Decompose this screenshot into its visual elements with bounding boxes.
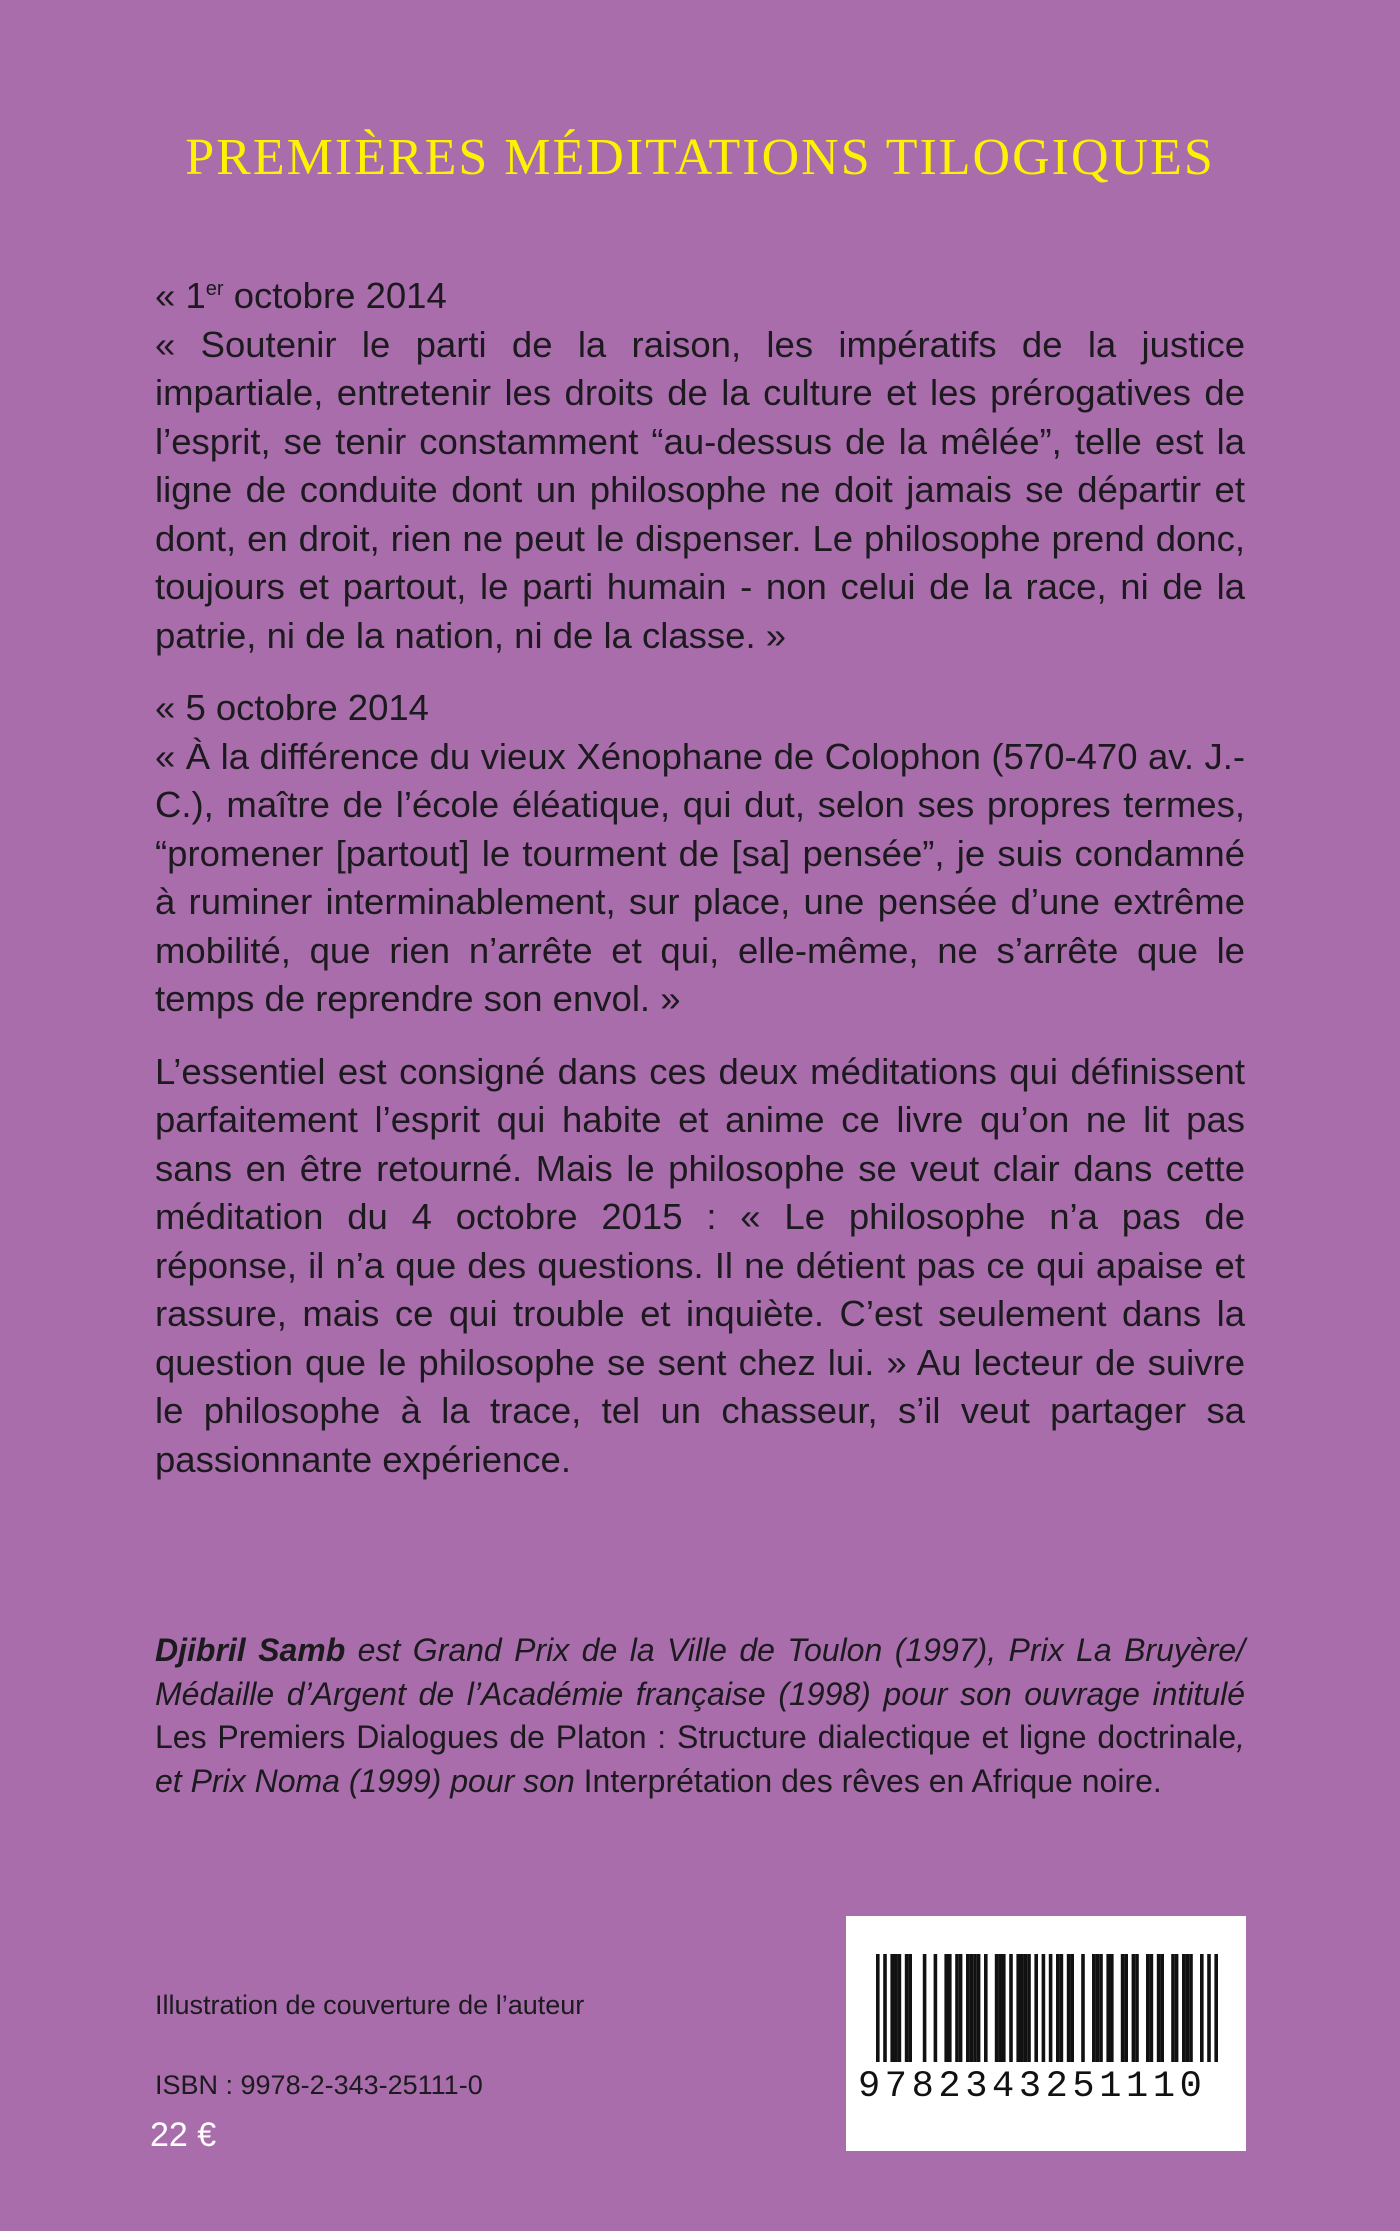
barcode-bar	[1124, 1954, 1128, 2062]
barcode-bar	[1214, 1954, 1218, 2062]
bio-part-3: .	[1152, 1762, 1162, 1799]
bio-work-1: Les Premiers Dialogues de Platon : Structure dialectique et ligne doctrinale	[155, 1719, 1237, 1755]
barcode-bar	[1016, 1954, 1020, 2062]
barcode-bar	[1182, 1954, 1186, 2062]
barcode-bar	[1081, 1954, 1085, 2062]
barcode-bar	[898, 1954, 902, 2062]
barcode-bar	[1146, 1954, 1150, 2062]
barcode-bar	[876, 1954, 880, 2062]
barcode-bar	[1121, 1954, 1125, 2062]
barcode-bar	[1096, 1954, 1100, 2062]
illustration-credit: Illustration de couverture de l’auteur	[155, 1990, 585, 2020]
barcode-bar	[883, 1954, 887, 2062]
bio-part-2: , et Prix Noma (1999) pour son	[155, 1719, 1245, 1799]
barcode-bar	[894, 1954, 898, 2062]
barcode-bar	[1092, 1954, 1096, 2062]
barcode-bar	[1099, 1954, 1103, 2062]
meditation-1-date-prefix: « 1	[155, 275, 206, 316]
barcode-bar	[1042, 1954, 1046, 2062]
author-name: Djibril Samb	[155, 1632, 346, 1668]
barcode-bar	[1207, 1954, 1211, 2062]
barcode-bar	[973, 1954, 977, 2062]
barcode-bar	[1132, 1954, 1136, 2062]
barcode-bar	[1135, 1954, 1139, 2062]
book-title: PREMIÈRES MÉDITATIONS TILOGIQUES	[185, 129, 1215, 186]
barcode-digits: 9782343251110	[858, 2066, 1207, 2108]
barcode-bar	[1186, 1954, 1190, 2062]
price: 22 €	[150, 2116, 217, 2154]
barcode-bar	[1049, 1954, 1053, 2062]
meditation-1-date-sup: er	[205, 277, 224, 300]
barcode-bar	[1060, 1954, 1064, 2062]
barcode-bar	[1106, 1954, 1110, 2062]
barcode-bar	[1070, 1954, 1074, 2062]
barcode-bar	[908, 1954, 912, 2062]
barcode-bar	[1024, 1954, 1028, 2062]
barcode-bar	[955, 1954, 959, 2062]
barcode-bar	[890, 1954, 894, 2062]
isbn: ISBN : 9978-2-343-25111-0	[155, 2070, 483, 2100]
barcode-box	[846, 1916, 1246, 2151]
barcode-bar	[948, 1954, 952, 2062]
barcode-bar	[1009, 1954, 1013, 2062]
barcode-bar	[1002, 1954, 1006, 2062]
barcode-bar	[1150, 1954, 1154, 2062]
barcode-bar	[1189, 1954, 1193, 2062]
barcode-bar	[934, 1954, 938, 2062]
barcode-bar	[977, 1954, 981, 2062]
barcode-icon	[856, 1954, 1236, 2066]
meditation-2	[155, 684, 1245, 1024]
barcode-bar	[1200, 1954, 1204, 2062]
barcode-bar	[1171, 1954, 1175, 2062]
summary-text: L’essentiel est consigné dans ces deux méditations qui définissent parfaitement l’esprit qui habite et anime ce livre qu’on ne lit pas sans en être retourné. Mais le philosophe se veut clair dans cette méditation du 4 octobre 2015 : « Le philosophe n’a pas de réponse, il n’a que des questions. Il ne détient pas ce qui apaise et rassure, mais ce qui trouble et inquiète. C’est seulement dans la question que le philosophe se sent chez lui. » Au lecteur de suivre le philosophe à la trace, tel un chasseur, s’il veut partager sa passionnante expérience.	[155, 1050, 1245, 1480]
barcode-bar	[970, 1954, 974, 2062]
meditation-1	[155, 272, 1245, 660]
meditation-2-text: « À la différence du vieux Xénophane de Colophon (570-470 av. J.-C.), maître de l’école éléatique, qui dut, selon ses propres termes, “promener [partout] le tourment de [sa] pensée”, je suis condamné à ruminer interminablement, sur place, une pensée d’une extrême mobilité, que rien n’arrête et qui, elle-même, ne s’arrête que le temps de reprendre son envol. »	[155, 735, 1245, 1019]
meditation-1-date-suffix: octobre 2014	[223, 275, 447, 316]
barcode-bar	[984, 1954, 988, 2062]
barcode-bar	[1160, 1954, 1164, 2062]
barcode-bar	[995, 1954, 999, 2062]
author-bio	[155, 1629, 1245, 1803]
barcode-bar	[1020, 1954, 1024, 2062]
meditation-2-date: « 5 octobre 2014	[155, 687, 429, 728]
meditation-1-date	[155, 272, 1245, 321]
barcode-bar	[1110, 1954, 1114, 2062]
barcode-bar	[1175, 1954, 1179, 2062]
barcode-bar	[1056, 1954, 1060, 2062]
barcode-bar	[1157, 1954, 1161, 2062]
barcode-bar	[959, 1954, 963, 2062]
barcode-bar	[966, 1954, 970, 2062]
summary	[155, 1048, 1245, 1485]
meditation-1-text: « Soutenir le parti de la raison, les impératifs de la justice impartiale, entretenir les droits de la culture et les prérogatives de l’esprit, se tenir constamment “au-dessus de la mêlée”, telle est la ligne de conduite dont un philosophe ne doit jamais se départir et dont, en droit, rien ne peut le dispenser. Le philosophe prend donc, toujours et partout, le parti humain - non celui de la race, ni de la patrie, ni de la nation, ni de la classe. »	[155, 323, 1245, 656]
barcode-bar	[944, 1954, 948, 2062]
bio-work-2: Interprétation des rêves en Afrique noire	[583, 1762, 1153, 1799]
barcode-bar	[1067, 1954, 1071, 2062]
back-cover-text	[155, 272, 1245, 1508]
barcode-bar	[923, 1954, 927, 2062]
bio-part-1: est Grand Prix de la Ville de Toulon (1997), Prix La Bruyère/ Médaille d’Argent de l’Académie française (1998) pour son ouvrage intitulé	[155, 1632, 1246, 1712]
barcode-bar	[1027, 1954, 1031, 2062]
barcode-bar	[998, 1954, 1002, 2062]
barcode-bar	[1034, 1954, 1038, 2062]
barcode-bar	[905, 1954, 909, 2062]
